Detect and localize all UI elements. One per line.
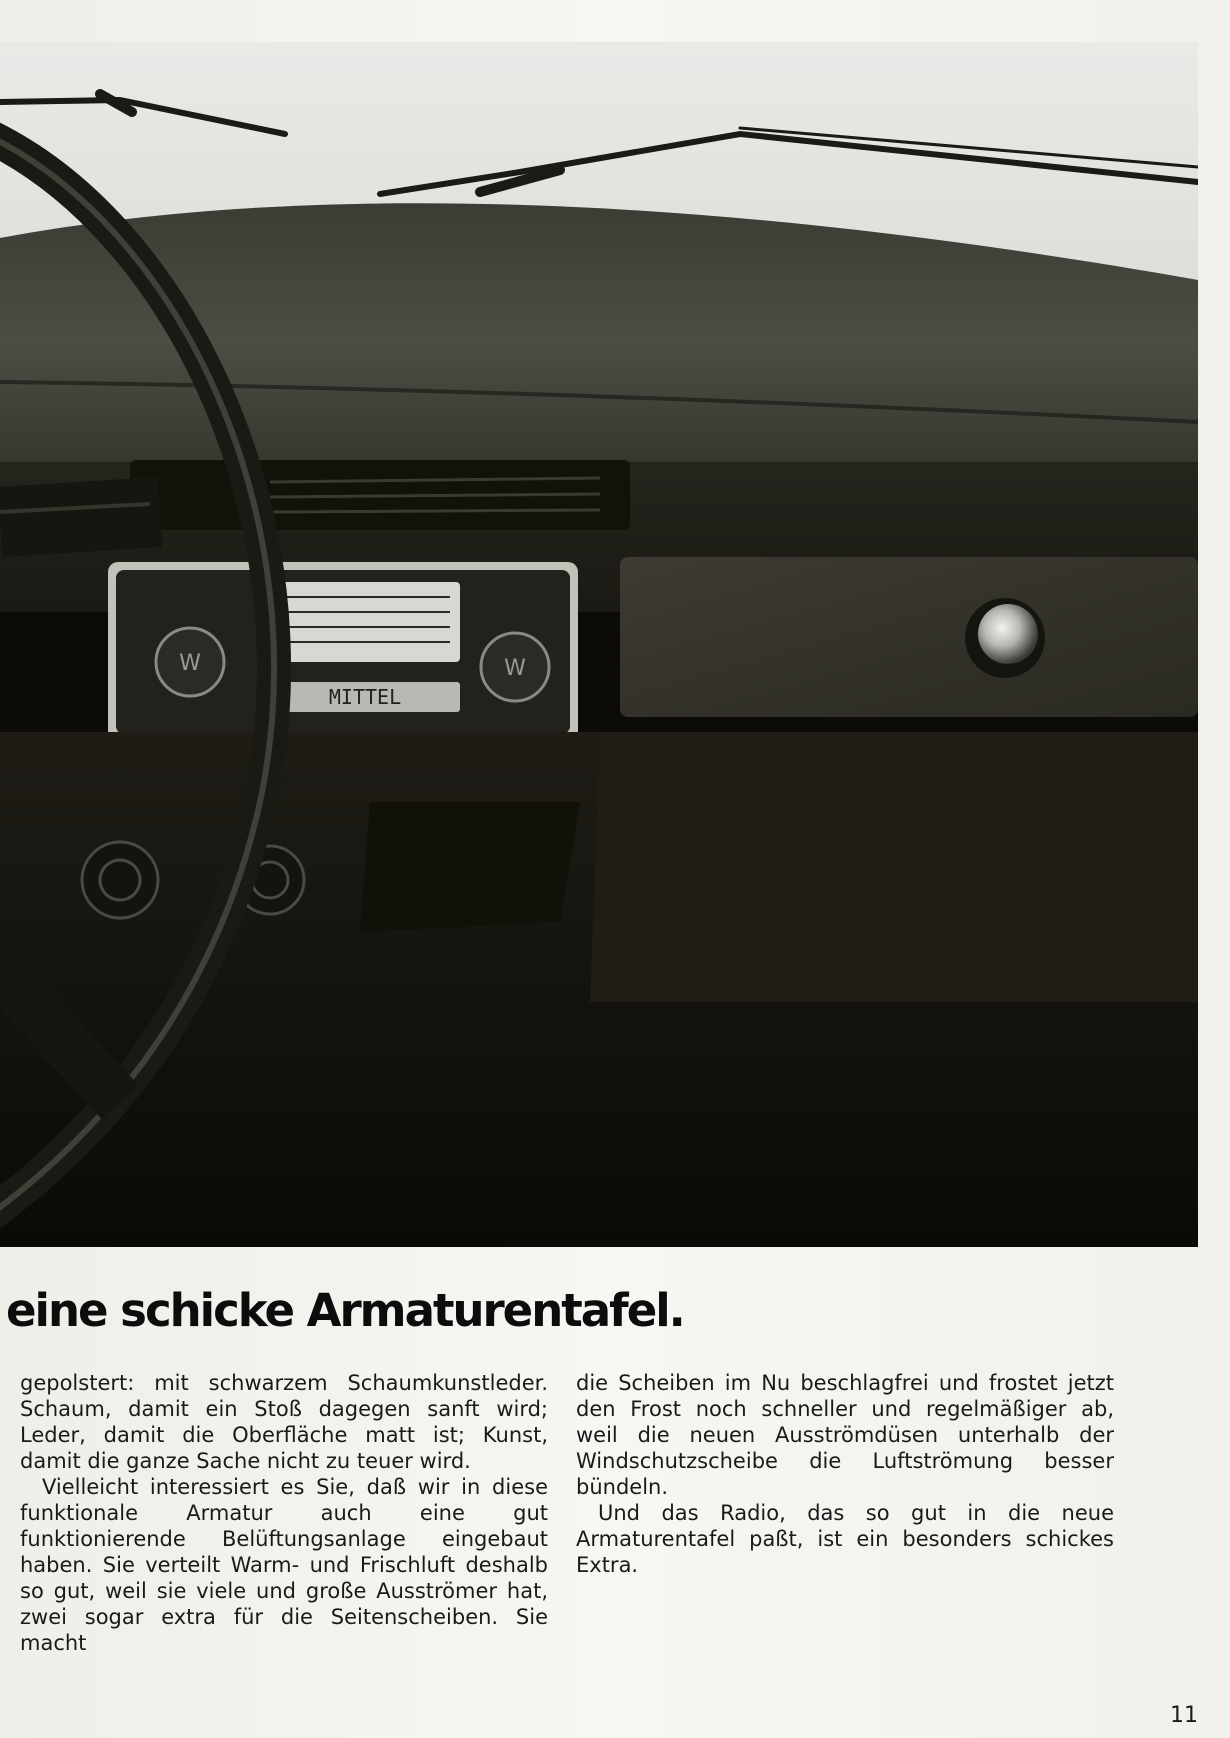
paragraph: gepolstert: mit schwarzem Schaumkunstleder. Schaum, damit ein Stoß dagegen sanft wird; Leder, damit die Oberfläche matt ist; Kunst, damit die ganze Sache nicht zu teuer wird.: [20, 1371, 548, 1473]
paragraph: Und das Radio, das so gut in die neue Armaturentafel paßt, ist ein besonders schickes Extra.: [576, 1501, 1114, 1577]
svg-text:W: W: [179, 651, 201, 676]
radio: [108, 562, 578, 742]
paragraph: die Scheiben im Nu beschlagfrei und frostet jetzt den Frost noch schneller und regelmäßiger ab, weil die neuen Ausströmdüsen unterhalb der Windschutzscheibe die Luftströmung besser bündeln.: [576, 1371, 1114, 1499]
page-number: 11: [1170, 1703, 1198, 1728]
radio-buttons-label: MITTEL: [328, 685, 402, 709]
text-column-left: [20, 1370, 548, 1656]
text-column-right: [576, 1370, 1114, 1578]
glovebox-knob: [965, 598, 1045, 678]
svg-text:W: W: [504, 656, 526, 681]
headline: eine schicke Armaturentafel.: [6, 1284, 684, 1337]
dashboard-photo: [0, 42, 1198, 1247]
paragraph: Vielleicht interessiert es Sie, daß wir in diese funktionale Armatur auch eine gut funktionierende Belüftungsanlage eingebaut haben. Sie verteilt Warm- und Frischluft deshalb so gut, weil sie viele und große Ausströmer hat, zwei sogar extra für die Seitenscheiben. Sie macht: [20, 1475, 548, 1655]
